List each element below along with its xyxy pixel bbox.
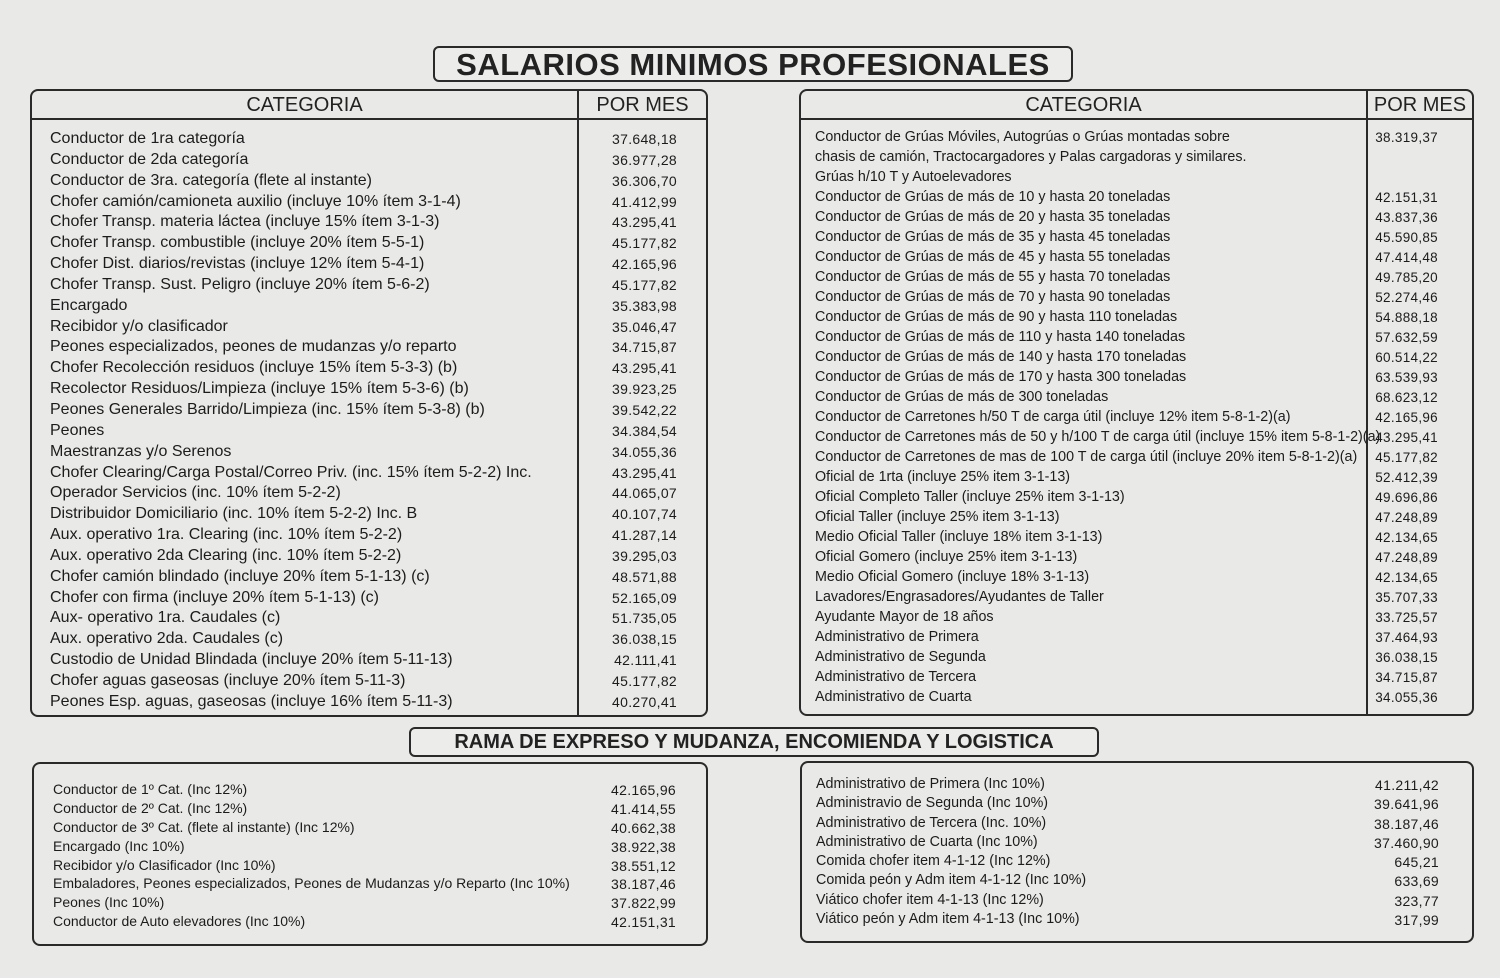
row-monthly-salary: 68.623,12: [1375, 390, 1438, 405]
row-monthly-salary: 35.707,33: [1375, 590, 1438, 605]
row-monthly-salary: 42.165,96: [612, 256, 677, 273]
row-monthly-salary: 38.551,12: [611, 857, 676, 874]
right-salary-table: [799, 89, 1474, 716]
table-row: [801, 147, 1472, 167]
row-category-label: Conductor de 3º Cat. (flete al instante) (Inc 12%): [53, 818, 355, 835]
table-row: [801, 587, 1472, 607]
table-row: [802, 852, 1472, 871]
row-category-label: Chofer Recolección residuos (incluye 15% ítem 5-3-3) (b): [50, 359, 458, 377]
table-row: [801, 627, 1472, 647]
row-category-label: Oficial Gomero (incluye 25% item 3-1-13): [815, 549, 1078, 565]
row-category-label: Chofer Transp. Sust. Peligro (incluye 20% ítem 5-6-2): [50, 275, 430, 293]
row-category-label: Chofer Transp. combustible (incluye 20% ítem 5-5-1): [50, 234, 425, 252]
table-row: [32, 503, 706, 524]
row-monthly-salary: 41.414,55: [611, 800, 676, 817]
row-monthly-salary: 35.046,47: [612, 318, 677, 335]
row-monthly-salary: 37.822,99: [611, 895, 676, 912]
table-row: [32, 607, 706, 628]
row-monthly-salary: 43.295,41: [1375, 430, 1438, 445]
row-monthly-salary: 38.319,37: [1375, 130, 1438, 145]
row-monthly-salary: 49.696,86: [1375, 490, 1438, 505]
table-row: [32, 253, 706, 274]
row-category-label: Chofer Dist. diarios/revistas (incluye 12% ítem 5-4-1): [50, 255, 425, 273]
row-monthly-salary: 39.641,96: [1374, 796, 1439, 813]
table-row: [32, 191, 706, 212]
row-category-label: Conductor de Grúas de más de 20 y hasta 35 toneladas: [815, 209, 1171, 225]
row-monthly-salary: 45.177,82: [1375, 450, 1438, 465]
row-category-label: Administrativo de Segunda: [815, 649, 986, 665]
table-row: [32, 441, 706, 462]
row-monthly-salary: 34.055,36: [612, 443, 677, 460]
row-category-label: Chofer camión/camioneta auxilio (incluye 10% ítem 3-1-4): [50, 192, 461, 210]
row-monthly-salary: 36.306,70: [612, 172, 677, 189]
row-monthly-salary: 40.270,41: [612, 693, 677, 710]
row-monthly-salary: 42.134,65: [1375, 530, 1438, 545]
table-row: [32, 545, 706, 566]
right-table-rows: [801, 127, 1472, 707]
row-category-label: Encargado (Inc 10%): [53, 837, 185, 854]
table-row: [34, 837, 706, 856]
table-row: [801, 207, 1472, 227]
table-row: [32, 170, 706, 191]
bottom-left-table-rows: [34, 780, 706, 931]
row-category-label: Distribuidor Domiciliario (inc. 10% ítem 5-2-2) Inc. B: [50, 505, 418, 523]
row-category-label: Administravio de Segunda (Inc 10%): [816, 795, 1049, 812]
row-monthly-salary: 41.211,42: [1375, 777, 1439, 793]
row-category-label: Peones (Inc 10%): [53, 894, 165, 911]
table-row: [32, 628, 706, 649]
row-monthly-salary: 52.412,39: [1375, 470, 1438, 485]
table-row: [32, 211, 706, 232]
row-monthly-salary: 39.923,25: [612, 381, 677, 398]
per-month-column-header: POR MES: [1366, 91, 1474, 120]
row-category-label: Administrativo de Cuarta (Inc 10%): [816, 833, 1038, 850]
table-row: [802, 833, 1472, 852]
row-monthly-salary: 47.414,48: [1375, 250, 1438, 265]
row-monthly-salary: 633,69: [1394, 873, 1439, 890]
row-monthly-salary: 47.248,89: [1375, 510, 1438, 525]
table-row: [801, 467, 1472, 487]
row-monthly-salary: 317,99: [1394, 912, 1439, 929]
row-category-label: Conductor de 1º Cat. (Inc 12%): [53, 781, 248, 797]
row-category-label: Oficial Completo Taller (incluye 25% item 3-1-13): [815, 489, 1125, 505]
table-row: [34, 780, 706, 799]
row-category-label: Conductor de Grúas de más de 55 y hasta 70 toneladas: [815, 269, 1171, 285]
table-row: [801, 667, 1472, 687]
row-monthly-salary: 41.412,99: [612, 193, 677, 210]
table-row: [801, 227, 1472, 247]
row-monthly-salary: 40.107,74: [612, 506, 677, 523]
row-category-label: Conductor de Carretones de mas de 100 T de carga útil (incluye 20% item 5-8-1-2)(a): [815, 449, 1358, 465]
row-monthly-salary: 39.295,03: [612, 547, 677, 564]
table-row: [32, 649, 706, 670]
row-category-label: Ayudante Mayor de 18 años: [815, 609, 994, 625]
row-category-label: Conductor de Carretones más de 50 y h/100 T de carga útil (incluye 15% item 5-8-1-2)(a): [815, 429, 1381, 445]
row-category-label: Aux- operativo 1ra. Caudales (c): [50, 609, 281, 627]
row-category-label: Conductor de Grúas de más de 90 y hasta 110 toneladas: [815, 309, 1178, 325]
table-row: [801, 607, 1472, 627]
row-monthly-salary: 43.295,41: [612, 214, 677, 231]
row-category-label: Peones especializados, peones de mudanzas y/o reparto: [50, 338, 457, 356]
row-category-label: Conductor de 3ra. categoría (flete al instante): [50, 171, 372, 189]
table-row: [32, 336, 706, 357]
category-column-header: CATEGORIA: [801, 91, 1366, 120]
table-row: [801, 287, 1472, 307]
row-monthly-salary: 34.055,36: [1375, 690, 1438, 705]
table-row: [801, 347, 1472, 367]
row-category-label: Oficial Taller (incluye 25% item 3-1-13): [815, 509, 1060, 525]
table-row: [801, 527, 1472, 547]
table-row: [32, 274, 706, 295]
row-monthly-salary: 42.151,31: [611, 914, 676, 931]
row-category-label: Custodio de Unidad Blindada (incluye 20% ítem 5-11-13): [50, 651, 453, 669]
table-row: [802, 891, 1472, 910]
bottom-right-salary-table: [800, 761, 1474, 943]
row-category-label: Viático chofer item 4-1-13 (Inc 12%): [816, 891, 1044, 908]
table-row: [801, 247, 1472, 267]
row-category-label: Lavadores/Engrasadores/Ayudantes de Taller: [815, 589, 1104, 605]
row-category-label: Administrativo de Primera: [815, 629, 979, 645]
row-category-label: Conductor de Grúas de más de 140 y hasta 170 toneladas: [815, 349, 1187, 365]
row-category-label: Embaladores, Peones especializados, Peones de Mudanzas y/o Reparto (Inc 10%): [53, 875, 570, 892]
row-category-label: Conductor de Grúas de más de 300 toneladas: [815, 389, 1109, 405]
row-monthly-salary: 52.274,46: [1375, 290, 1438, 305]
row-monthly-salary: 60.514,22: [1375, 350, 1438, 365]
table-row: [34, 893, 706, 912]
row-category-label: Conductor de Grúas Móviles, Autogrúas o Grúas montadas sobre: [815, 129, 1230, 145]
table-row: [801, 167, 1472, 187]
row-monthly-salary: 38.187,46: [1374, 815, 1439, 832]
row-category-label: Conductor de Grúas de más de 35 y hasta 45 toneladas: [815, 229, 1171, 245]
table-row: [32, 316, 706, 337]
row-monthly-salary: 43.837,36: [1375, 210, 1438, 225]
row-monthly-salary: 37.464,93: [1375, 630, 1438, 645]
row-monthly-salary: 40.662,38: [611, 819, 676, 836]
row-monthly-salary: 35.383,98: [612, 297, 677, 314]
table-row: [32, 295, 706, 316]
table-row: [801, 647, 1472, 667]
row-monthly-salary: 37.460,90: [1374, 834, 1439, 851]
row-category-label: Recolector Residuos/Limpieza (incluye 15% ítem 5-3-6) (b): [50, 380, 469, 398]
row-monthly-salary: 45.177,82: [612, 276, 677, 293]
table-row: [801, 307, 1472, 327]
page-title: SALARIOS MINIMOS PROFESIONALES: [433, 46, 1073, 82]
row-monthly-salary: 34.715,87: [1375, 670, 1438, 685]
table-row: [32, 691, 706, 712]
row-category-label: Comida peón y Adm item 4-1-12 (Inc 10%): [816, 872, 1087, 889]
row-category-label: Peones: [50, 421, 105, 439]
row-monthly-salary: 54.888,18: [1375, 310, 1438, 325]
row-category-label: Administrativo de Tercera: [815, 669, 977, 685]
row-category-label: Recibidor y/o Clasificador (Inc 10%): [53, 856, 276, 873]
table-row: [32, 462, 706, 483]
row-monthly-salary: 42.151,31: [1375, 190, 1438, 205]
table-row: [801, 687, 1472, 707]
row-category-label: Aux. operativo 2da Clearing (inc. 10% ítem 5-2-2): [50, 546, 402, 564]
row-category-label: Administrativo de Tercera (Inc. 10%): [816, 814, 1047, 831]
row-category-label: Encargado: [50, 296, 128, 314]
row-monthly-salary: 42.111,41: [614, 652, 677, 669]
row-category-label: Conductor de Auto elevadores (Inc 10%): [53, 913, 306, 930]
row-monthly-salary: 43.295,41: [612, 464, 677, 481]
row-monthly-salary: 42.165,96: [611, 782, 676, 798]
row-category-label: chasis de camión, Tractocargadores y Palas cargadoras y similares.: [815, 149, 1247, 165]
table-row: [801, 567, 1472, 587]
row-category-label: Conductor de Grúas de más de 170 y hasta 300 toneladas: [815, 369, 1187, 385]
row-category-label: Conductor de Grúas de más de 10 y hasta 20 toneladas: [815, 189, 1171, 205]
table-row: [801, 327, 1472, 347]
row-monthly-salary: 43.295,41: [612, 360, 677, 377]
table-row: [32, 524, 706, 545]
table-row: [32, 378, 706, 399]
table-row: [801, 487, 1472, 507]
row-category-label: Chofer Transp. materia láctea (incluye 15% ítem 3-1-3): [50, 213, 440, 231]
row-category-label: Peones Generales Barrido/Limpieza (inc. 15% ítem 5-3-8) (b): [50, 400, 485, 418]
table-row: [32, 566, 706, 587]
row-monthly-salary: 63.539,93: [1375, 370, 1438, 385]
table-row: [801, 127, 1472, 147]
table-row: [802, 910, 1472, 929]
table-row: [34, 799, 706, 818]
table-row: [801, 447, 1472, 467]
row-category-label: Aux. operativo 2da. Caudales (c): [50, 630, 284, 648]
table-row: [801, 367, 1472, 387]
row-category-label: Viático peón y Adm item 4-1-13 (Inc 10%): [816, 911, 1080, 928]
row-monthly-salary: 36.038,15: [612, 631, 677, 648]
row-category-label: Conductor de Grúas de más de 70 y hasta 90 toneladas: [815, 289, 1171, 305]
row-category-label: Comida chofer item 4-1-12 (Inc 12%): [816, 853, 1051, 870]
table-row: [32, 149, 706, 170]
table-row: [32, 670, 706, 691]
row-monthly-salary: 41.287,14: [612, 527, 677, 544]
row-category-label: Recibidor y/o clasificador: [50, 317, 228, 335]
row-monthly-salary: 42.134,65: [1375, 570, 1438, 585]
row-monthly-salary: 57.632,59: [1375, 330, 1438, 345]
left-salary-table: [30, 89, 708, 717]
table-row: [802, 814, 1472, 833]
row-category-label: Conductor de 2da categoría: [50, 150, 249, 168]
row-monthly-salary: 34.384,54: [612, 422, 677, 439]
row-monthly-salary: 36.038,15: [1375, 650, 1438, 665]
table-row: [802, 871, 1472, 890]
row-category-label: Medio Oficial Gomero (incluye 18% 3-1-13): [815, 569, 1090, 585]
table-row: [32, 420, 706, 441]
row-monthly-salary: 48.571,88: [612, 568, 677, 585]
row-monthly-salary: 45.177,82: [612, 235, 677, 252]
row-category-label: Peones Esp. aguas, gaseosas (incluye 16% ítem 5-11-3): [50, 692, 453, 710]
table-row: [32, 587, 706, 608]
bottom-left-salary-table: [32, 762, 708, 946]
row-monthly-salary: 39.542,22: [612, 401, 677, 418]
per-month-column-header: POR MES: [577, 91, 708, 120]
row-monthly-salary: 45.177,82: [612, 672, 677, 689]
table-row: [32, 399, 706, 420]
row-monthly-salary: 45.590,85: [1375, 230, 1438, 245]
table-row: [802, 775, 1472, 794]
table-row: [801, 407, 1472, 427]
section-title: RAMA DE EXPRESO Y MUDANZA, ENCOMIENDA Y LOGISTICA: [409, 727, 1099, 757]
row-category-label: Operador Servicios (inc. 10% ítem 5-2-2): [50, 484, 341, 502]
table-row: [34, 818, 706, 837]
row-category-label: Chofer aguas gaseosas (incluye 20% ítem 5-11-3): [50, 671, 406, 689]
table-row: [801, 507, 1472, 527]
row-monthly-salary: 33.725,57: [1375, 610, 1438, 625]
table-row: [32, 482, 706, 503]
row-monthly-salary: 51.735,05: [612, 610, 677, 627]
row-monthly-salary: 44.065,07: [612, 485, 677, 502]
table-row: [802, 794, 1472, 813]
row-monthly-salary: 36.977,28: [612, 151, 677, 168]
row-monthly-salary: 42.165,96: [1375, 410, 1438, 425]
row-monthly-salary: 34.715,87: [612, 339, 677, 356]
table-row: [34, 912, 706, 931]
table-row: [32, 128, 706, 149]
row-monthly-salary: 38.922,38: [611, 838, 676, 855]
row-category-label: Chofer Clearing/Carga Postal/Correo Priv. (inc. 15% ítem 5-2-2) Inc.: [50, 463, 532, 481]
row-category-label: Conductor de Grúas de más de 110 y hasta 140 toneladas: [815, 329, 1186, 345]
row-category-label: Conductor de 1ra categoría: [50, 130, 245, 147]
table-row: [801, 387, 1472, 407]
category-column-header: CATEGORIA: [32, 91, 577, 120]
table-row: [32, 232, 706, 253]
row-monthly-salary: 49.785,20: [1375, 270, 1438, 285]
bottom-right-table-rows: [802, 775, 1472, 929]
table-row: [34, 874, 706, 893]
row-category-label: Administrativo de Primera (Inc 10%): [816, 776, 1045, 792]
row-monthly-salary: 47.248,89: [1375, 550, 1438, 565]
row-monthly-salary: 645,21: [1394, 854, 1439, 871]
row-category-label: Conductor de Carretones h/50 T de carga útil (incluye 12% item 5-8-1-2)(a): [815, 409, 1291, 425]
table-row: [801, 427, 1472, 447]
table-row: [801, 187, 1472, 207]
table-row: [34, 856, 706, 875]
table-row: [32, 357, 706, 378]
row-category-label: Chofer con firma (incluye 20% ítem 5-1-13) (c): [50, 588, 379, 606]
table-row: [801, 267, 1472, 287]
row-monthly-salary: 37.648,18: [612, 131, 677, 147]
row-category-label: Conductor de 2º Cat. (Inc 12%): [53, 799, 248, 816]
row-category-label: Conductor de Grúas de más de 45 y hasta 55 toneladas: [815, 249, 1171, 265]
row-category-label: Aux. operativo 1ra. Clearing (inc. 10% ítem 5-2-2): [50, 526, 403, 544]
row-category-label: Medio Oficial Taller (incluye 18% item 3-1-13): [815, 529, 1103, 545]
row-monthly-salary: 323,77: [1394, 892, 1439, 909]
row-monthly-salary: 38.187,46: [611, 876, 676, 893]
row-category-label: Oficial de 1rta (incluye 25% item 3-1-13): [815, 469, 1071, 485]
row-monthly-salary: 52.165,09: [612, 589, 677, 606]
row-category-label: Administrativo de Cuarta: [815, 689, 972, 705]
row-category-label: Chofer camión blindado (incluye 20% ítem 5-1-13) (c): [50, 567, 430, 585]
row-category-label: Maestranzas y/o Serenos: [50, 442, 232, 460]
left-table-rows: [32, 128, 706, 712]
row-category-label: Grúas h/10 T y Autoelevadores: [815, 169, 1012, 185]
table-row: [801, 547, 1472, 567]
